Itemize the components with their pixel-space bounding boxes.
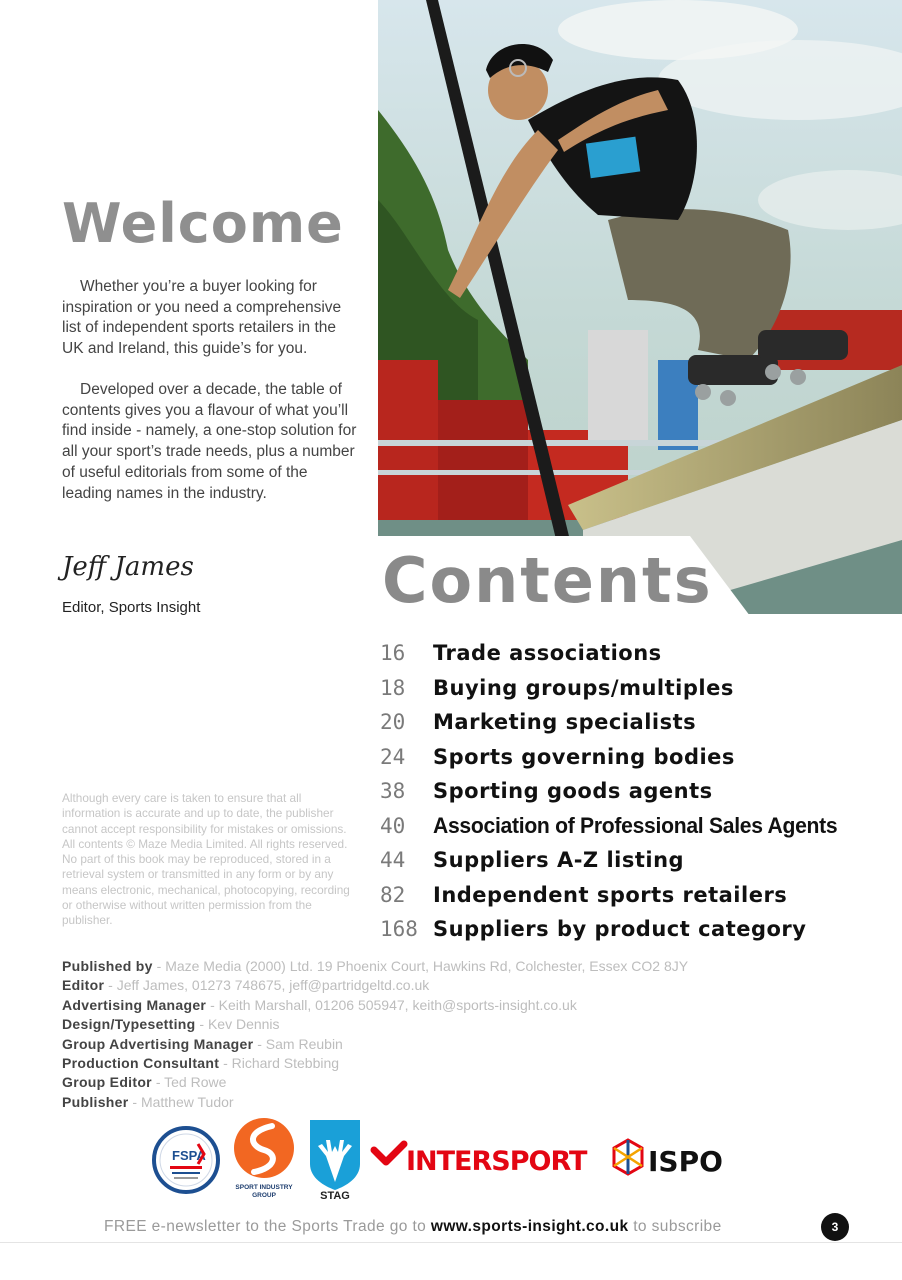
- toc-page-number: 24: [380, 744, 406, 769]
- sig-logo-line2: GROUP: [252, 1192, 276, 1199]
- toc-page-number: 82: [380, 882, 406, 907]
- credit-value: Richard Stebbing: [231, 1055, 340, 1072]
- credit-role: Production Consultant: [62, 1055, 220, 1072]
- welcome-paragraph-2: Developed over a decade, the table of contents gives you a flavour of what you’ll find inside - namely, a one-stop solution for all your sport’s trade needs, plus a number of useful editorials from some of the leading names in the industry.: [62, 381, 357, 502]
- credit-line: Production Consultant - Richard Stebbing: [62, 1055, 340, 1072]
- copyright-disclaimer: Although every care is taken to ensure that all information is accurate and up to date, the publisher cannot accept responsibility for mistakes or omissions. All contents © Maze Media Limited. All rights reserved. No part of this book may be reproduced, stored in a retrieval system or transmitted in any form or by any means electronic, mechanical, photocopying, recording or otherwise without written permission from the publisher.: [62, 791, 350, 928]
- toc-label: Suppliers A-Z listing: [433, 848, 685, 873]
- toc-item[interactable]: [380, 740, 890, 775]
- toc-item[interactable]: [380, 912, 890, 947]
- toc-label: Independent sports retailers: [433, 882, 788, 907]
- intersport-logo-text: INTERSPORT: [406, 1146, 587, 1177]
- credit-value: Ted Rowe: [164, 1074, 227, 1091]
- credit-line: Published by - Maze Media (2000) Ltd. 19 Phoenix Court, Hawkins Rd, Colchester, Essex CO2 8JY: [62, 958, 689, 974]
- toc-item[interactable]: [380, 843, 890, 878]
- footer-divider: [0, 1242, 902, 1243]
- toc-item[interactable]: [380, 705, 890, 740]
- editor-signature: Jeff James: [62, 552, 194, 582]
- toc-page-number: 168: [380, 917, 418, 942]
- credit-role: Advertising Manager: [62, 996, 207, 1013]
- stag-logo[interactable]: [310, 1120, 360, 1202]
- credit-role: Editor: [62, 977, 105, 994]
- toc-item[interactable]: [380, 774, 890, 809]
- credit-line: Group Editor - Ted Rowe: [62, 1074, 227, 1091]
- rollerblader-photo: [378, 0, 902, 614]
- stag-logo-text: STAG: [320, 1190, 350, 1202]
- toc-label: Trade associations: [433, 641, 662, 666]
- partner-logos: [150, 1116, 760, 1206]
- hero-photo: [378, 0, 902, 614]
- toc-label: Buying groups/multiples: [433, 675, 734, 700]
- credit-value: Jeff James, 01273 748675, jeff@partridgeltd.co.uk: [116, 977, 430, 994]
- toc-item[interactable]: [380, 878, 890, 913]
- welcome-heading: Welcome: [62, 192, 344, 255]
- intersport-logo[interactable]: [374, 1144, 588, 1177]
- credit-role: Group Advertising Manager: [62, 1035, 254, 1052]
- toc-label: Suppliers by product category: [433, 917, 807, 942]
- credit-line: Advertising Manager - Keith Marshall, 01206 505947, keith@sports-insight.co.uk: [62, 996, 577, 1013]
- credit-line: Editor - Jeff James, 01273 748675, jeff@partridgeltd.co.uk: [62, 977, 430, 994]
- credit-value: Sam Reubin: [265, 1035, 343, 1052]
- sig-logo-line1: SPORT INDUSTRY: [235, 1184, 293, 1191]
- credits-list: [62, 957, 882, 1112]
- contents-heading: Contents: [382, 544, 713, 617]
- credit-line: Publisher - Matthew Tudor: [62, 1093, 234, 1110]
- credit-role: Group Editor: [62, 1074, 152, 1091]
- credit-value: Kev Dennis: [207, 1016, 280, 1033]
- fspa-logo[interactable]: [154, 1128, 218, 1192]
- toc-page-number: 16: [380, 641, 406, 666]
- page-number-badge: 3: [821, 1213, 849, 1241]
- credit-role: Publisher: [62, 1093, 129, 1110]
- footer-newsletter: FREE e-newsletter to the Sports Trade go to www.sports-insight.co.uk to subscribe: [104, 1218, 722, 1235]
- toc-page-number: 44: [380, 848, 406, 873]
- toc-page-number: 38: [380, 779, 406, 804]
- table-of-contents: [380, 636, 890, 947]
- ispo-logo[interactable]: [614, 1140, 723, 1178]
- fspa-logo-text: FSPA: [172, 1148, 206, 1163]
- ispo-logo-text: ISPO: [648, 1145, 723, 1178]
- footer-website-link[interactable]: www.sports-insight.co.uk: [430, 1218, 629, 1235]
- toc-item[interactable]: [380, 671, 890, 706]
- welcome-paragraph-1: Whether you’re a buyer looking for inspiration or you need a comprehensive list of independent sports retailers in the UK and Ireland, this guide’s for you.: [62, 278, 342, 358]
- credit-role: Published by: [62, 958, 153, 974]
- sport-industry-group-logo[interactable]: [234, 1118, 294, 1199]
- toc-page-number: 18: [380, 675, 406, 700]
- toc-label: Sports governing bodies: [433, 744, 735, 769]
- toc-page-number: 40: [380, 813, 406, 838]
- editor-title: Editor, Sports Insight: [62, 599, 201, 616]
- credit-line: Group Advertising Manager - Sam Reubin: [62, 1035, 343, 1052]
- credit-line: Design/Typesetting - Kev Dennis: [62, 1016, 280, 1033]
- toc-page-number: 20: [380, 710, 406, 735]
- toc-label: Marketing specialists: [433, 710, 697, 735]
- toc-item[interactable]: [380, 809, 890, 844]
- credit-role: Design/Typesetting: [62, 1016, 196, 1033]
- toc-item[interactable]: [380, 636, 890, 671]
- toc-label: Sporting goods agents: [433, 779, 713, 804]
- credit-value: Keith Marshall, 01206 505947, keith@sports-insight.co.uk: [218, 996, 577, 1013]
- credit-value: Maze Media (2000) Ltd. 19 Phoenix Court, Hawkins Rd, Colchester, Essex CO2 8JY: [165, 958, 689, 974]
- credit-value: Matthew Tudor: [140, 1093, 234, 1110]
- toc-label: Association of Professional Sales Agents: [433, 812, 838, 838]
